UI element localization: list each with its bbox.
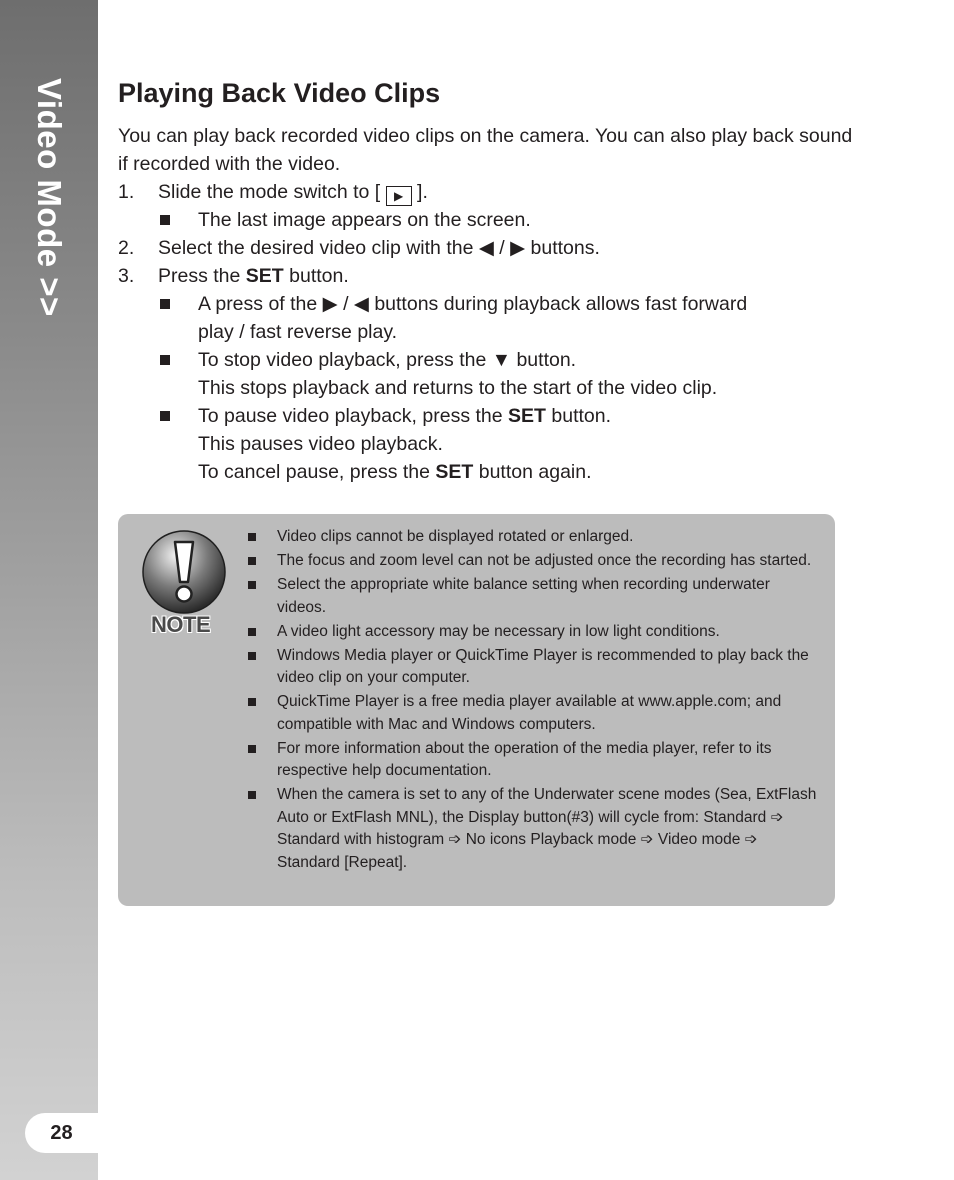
note-item: A video light accessory may be necessary in low light conditions. <box>248 621 820 644</box>
bullet-square-icon <box>248 581 256 589</box>
step-2 <box>118 234 858 262</box>
note-item: For more information about the operation of the media player, refer to its respective help documentation. <box>248 738 820 783</box>
note-label: NOTE <box>151 612 211 637</box>
list-item-continuation: This pauses video playback. <box>198 433 443 455</box>
bullet-square-icon <box>248 745 256 753</box>
step-text: Select the desired video clip with the ◀ / ▶ buttons. <box>158 237 600 259</box>
step-1 <box>118 178 858 206</box>
list-item-continuation: This stops playback and returns to the start of the video clip. <box>198 377 718 399</box>
list-item: A press of the ▶ / ◀ buttons during playback allows fast forward <box>198 290 858 318</box>
list-item: The last image appears on the screen. <box>198 206 858 234</box>
list-item: To stop video playback, press the ▼ button. <box>198 346 858 374</box>
bullet-square-icon <box>248 628 256 636</box>
list-item-continuation: play / fast reverse play. <box>198 321 398 343</box>
list-item: To pause video playback, press the SET button. <box>198 402 858 430</box>
bullet-square-icon <box>160 215 170 225</box>
page-title: Playing Back Video Clips <box>118 78 441 108</box>
bullet-square-icon <box>248 652 256 660</box>
note-item: Video clips cannot be displayed rotated or enlarged. <box>248 526 820 549</box>
note-item: The focus and zoom level can not be adjusted once the recording has started. <box>248 550 820 573</box>
step-3 <box>118 262 858 290</box>
note-list <box>248 526 820 876</box>
bullet-square-icon <box>160 299 170 309</box>
step-text: Slide the mode switch to [ ▶ ]. <box>158 181 428 203</box>
main-content <box>118 74 858 486</box>
list-item-continuation: To cancel pause, press the SET button again. <box>198 461 592 483</box>
bullet-square-icon <box>248 791 256 799</box>
note-item: When the camera is set to any of the Underwater scene modes (Sea, ExtFlash Auto or ExtFlash MNL), the Display button(#3) will cycle from: Standard ➩ Standard with histogram ➩ No icons Playback mode ➩ Video mode ➩ Standard [Repeat]. <box>248 784 820 874</box>
note-item: Windows Media player or QuickTime Player is recommended to play back the video clip on your computer. <box>248 645 820 690</box>
note-item: QuickTime Player is a free media player available at www.apple.com; and compatible with Mac and Windows computers. <box>248 691 820 736</box>
bullet-square-icon <box>248 533 256 541</box>
section-title: Video Mode >> <box>31 78 68 317</box>
sidebar <box>0 0 98 1180</box>
page-number: 28 <box>25 1113 98 1153</box>
bullet-square-icon <box>160 355 170 365</box>
step-number: 3. <box>118 265 135 287</box>
playback-mode-icon: ▶ <box>386 186 412 206</box>
bullet-square-icon <box>160 411 170 421</box>
warning-icon <box>142 530 226 614</box>
bullet-square-icon <box>248 557 256 565</box>
bullet-square-icon <box>248 698 256 706</box>
note-box <box>118 514 835 906</box>
step-number: 2. <box>118 237 135 259</box>
step-number: 1. <box>118 181 135 203</box>
intro-paragraph: You can play back recorded video clips on the camera. You can also play back sound if recorded with the video. <box>118 125 853 175</box>
step-text: Press the SET button. <box>158 265 349 287</box>
note-item: Select the appropriate white balance setting when recording underwater videos. <box>248 574 820 619</box>
